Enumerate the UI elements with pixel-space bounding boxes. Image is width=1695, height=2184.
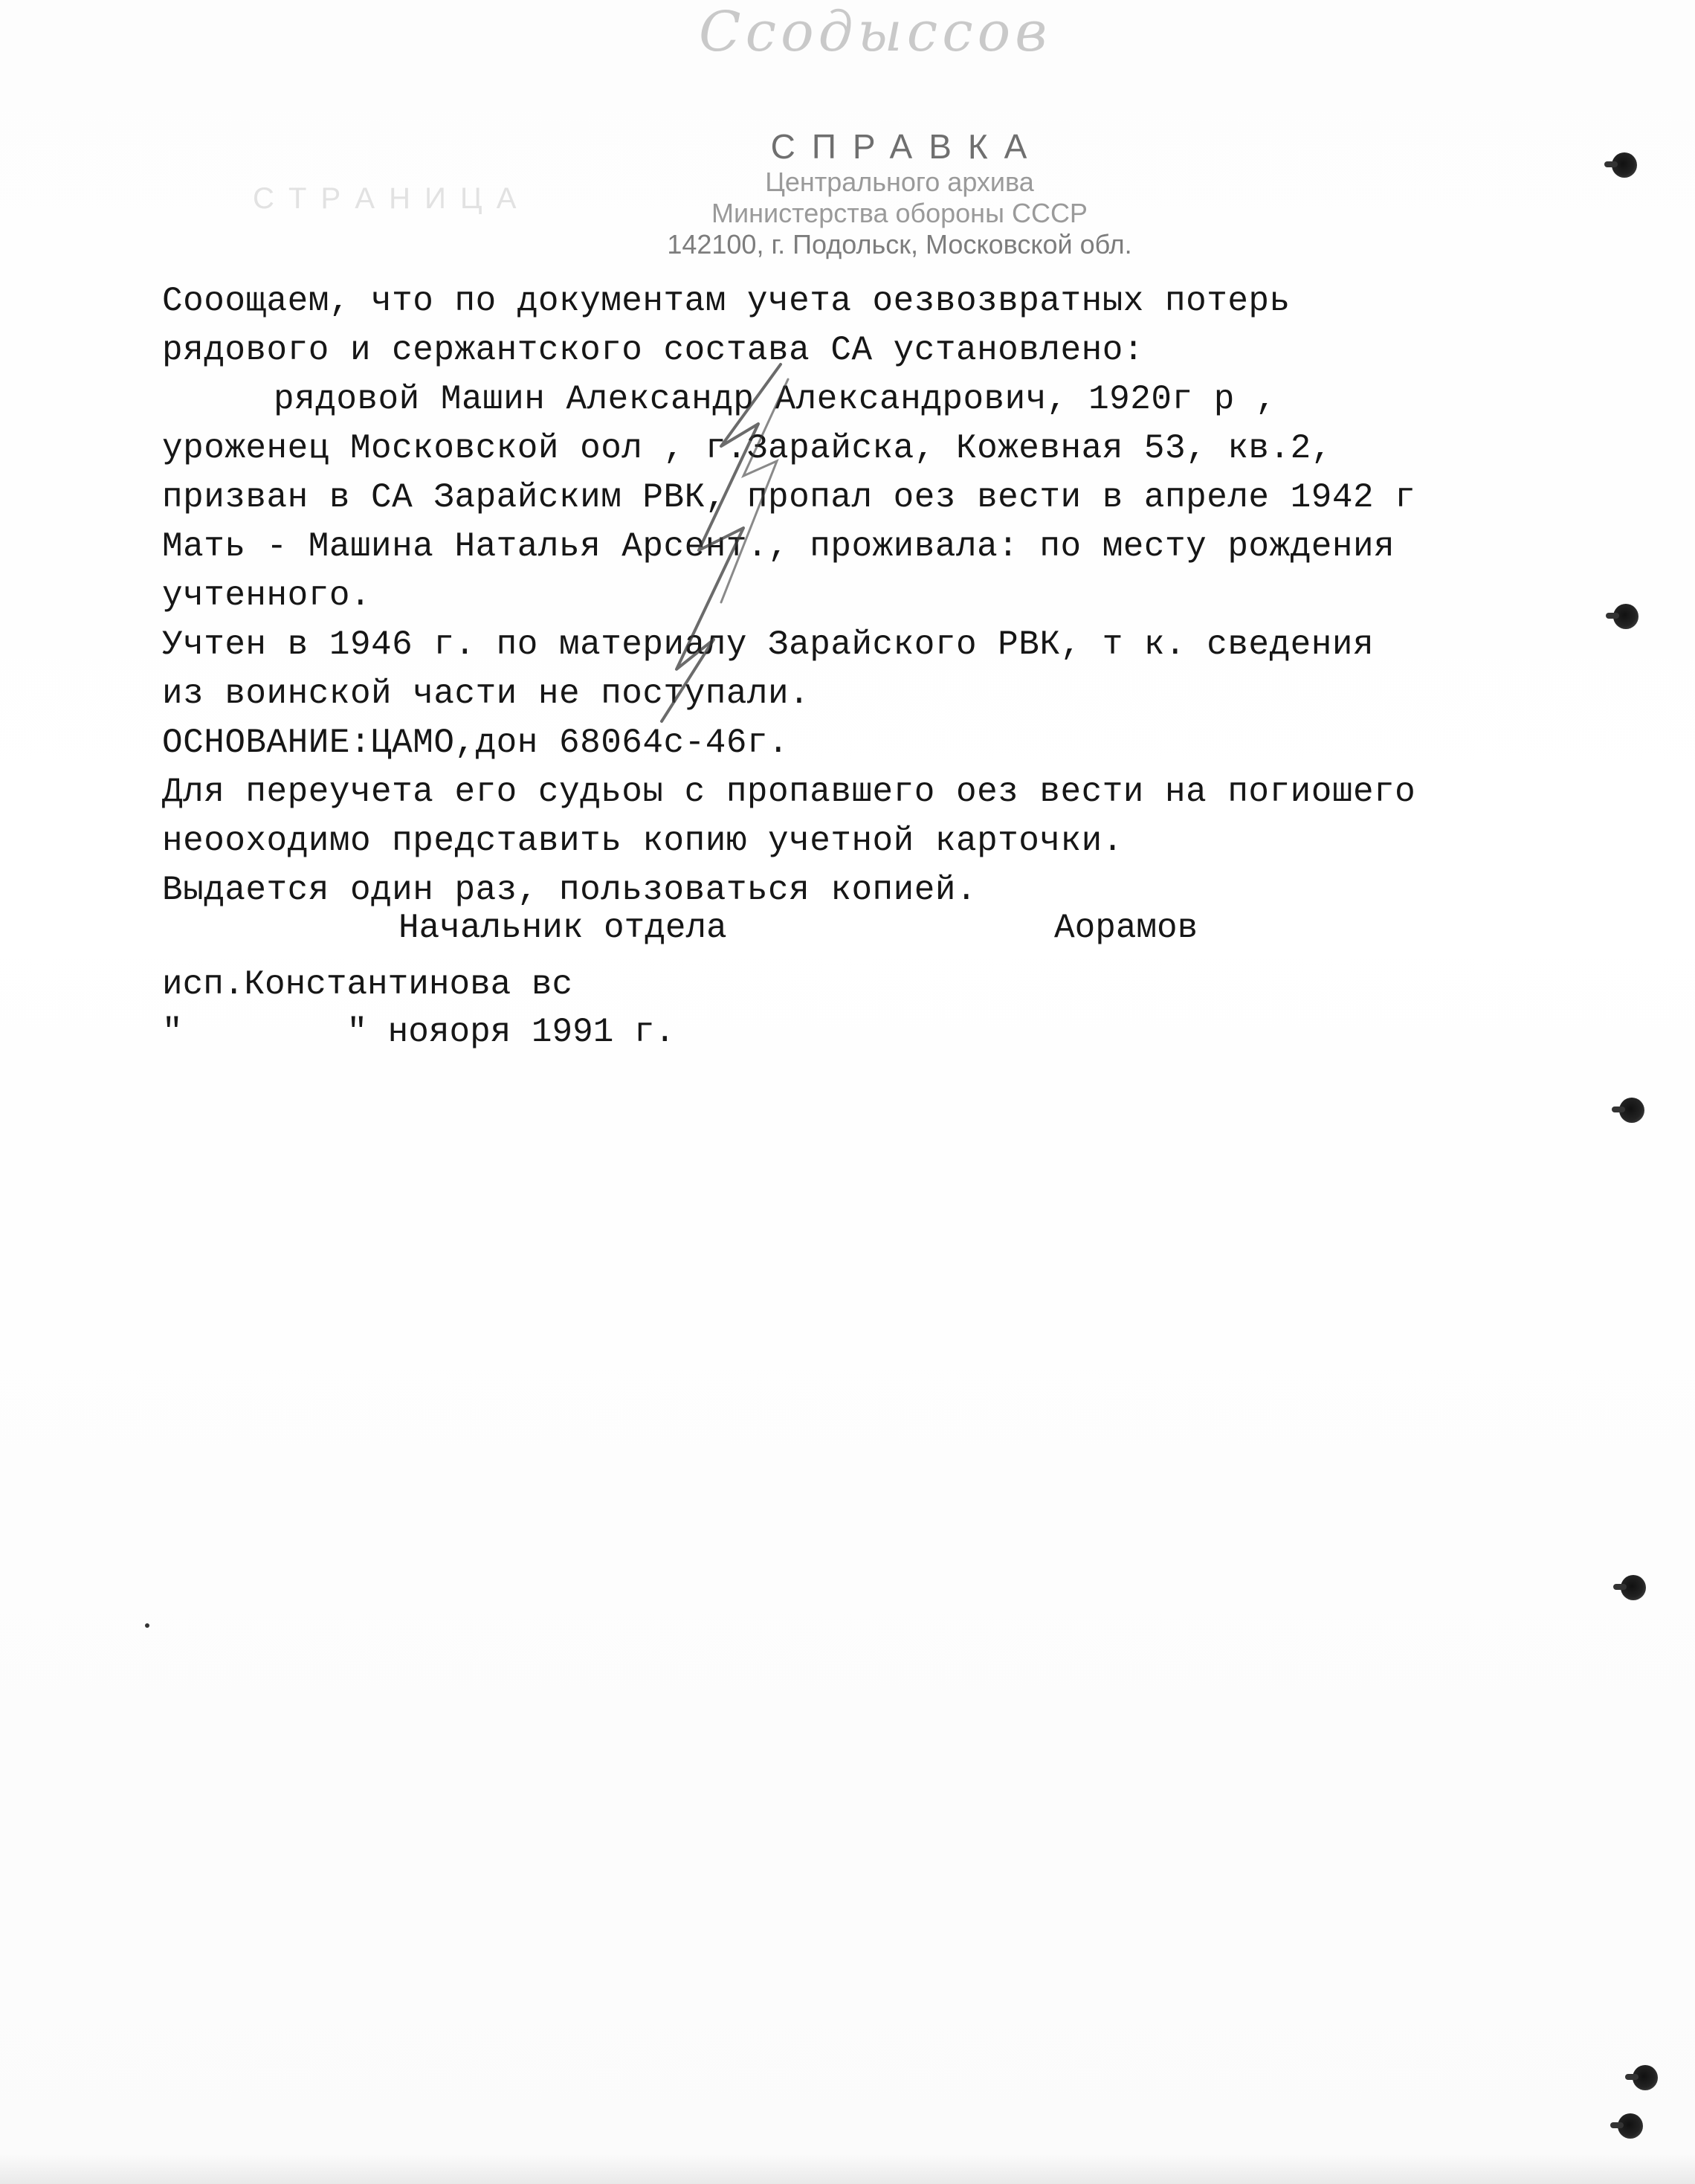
body-line: Мать - Машина Наталья Арсент., проживала: по месту рождения — [162, 527, 1395, 566]
signatory-name: Аорамов — [1054, 909, 1198, 947]
punch-hole — [1612, 152, 1637, 178]
punch-hole — [1618, 2113, 1643, 2139]
signatory-role: Начальник отдела — [398, 909, 727, 947]
ministry-name: Министерства обороны СССР — [711, 198, 1088, 228]
punch-hole — [1613, 604, 1638, 629]
body-line: рядовой Машин Александр Александрович, 1920г р , — [274, 380, 1277, 419]
pen-scribble — [632, 357, 825, 729]
body-line: учтенного. — [162, 576, 372, 615]
punch-hole — [1633, 2065, 1658, 2090]
body-line: Учтен в 1946 г. по материалу Зарайского РВК, т к. сведения — [162, 625, 1375, 664]
pencil-annotation: Ссодыссов — [699, 0, 1052, 64]
punch-hole — [1619, 1098, 1644, 1123]
ink-speck — [145, 1623, 149, 1628]
punch-hole — [1621, 1575, 1646, 1600]
body-line: из воинской части не поступали. — [162, 674, 810, 713]
body-line: уроженец Московской оол , г.Зарайска, Кожевная 53, кв.2, — [162, 429, 1332, 468]
archive-header-stamp — [565, 126, 1234, 260]
basis-line: ОСНОВАНИЕ:ЦАМО,дон 68064с-46г. — [162, 724, 790, 762]
faded-stamp-text: С Т Р А Н И Ц А — [253, 182, 520, 215]
archive-name: Центрального архива — [765, 167, 1034, 197]
paper-edge-shadow — [0, 2154, 1695, 2184]
body-line: Сооощаем, что по документам учета оезвозвратных потерь — [162, 282, 1291, 320]
body-line: Выдается один раз, пользоваться копией. — [162, 871, 978, 909]
date-line: " " нояоря 1991 г. — [162, 1013, 676, 1051]
body-line: Для переучета его судьоы с пропавшего оез вести на погиошего — [162, 773, 1416, 811]
executor-line: исп.Константинова вс — [162, 965, 573, 1004]
body-line: призван в СА Зарайским РВК, пропал оез вести в апреле 1942 г — [162, 478, 1416, 517]
document-title: СПРАВКА — [770, 127, 1044, 166]
body-line: рядового и сержантского состава СА установлено: — [162, 331, 1144, 370]
body-line: неооходимо представить копию учетной карточки. — [162, 822, 1123, 860]
archive-address: 142100, г. Подольск, Московской обл. — [667, 229, 1132, 260]
